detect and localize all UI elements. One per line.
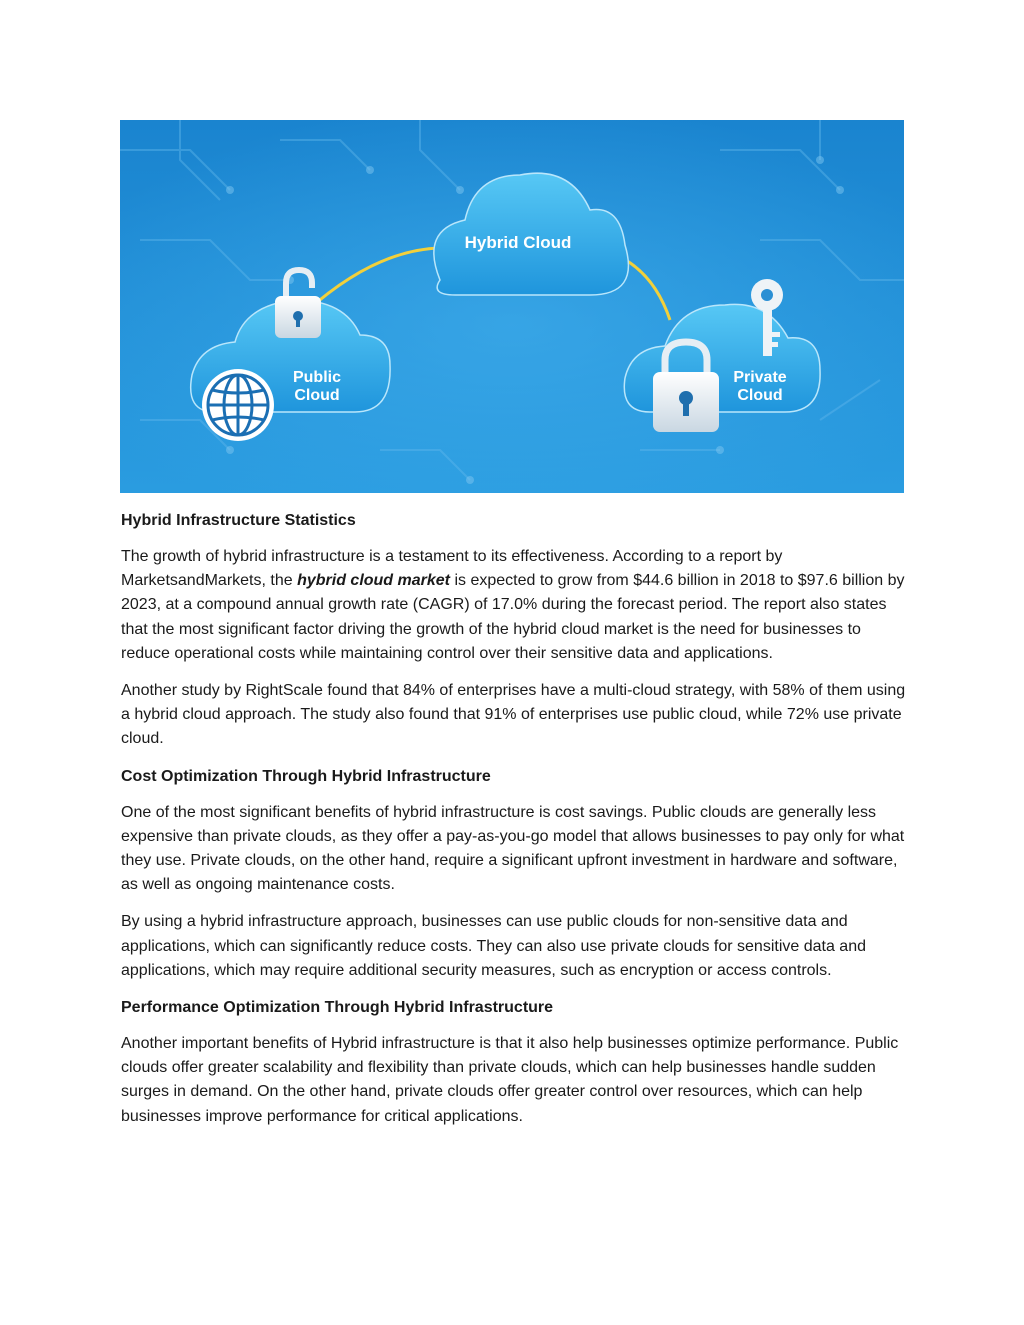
public-cloud-label-line2: Cloud	[294, 387, 340, 404]
private-cloud-label-line2: Cloud	[737, 387, 783, 404]
private-cloud-label-line1: Private	[733, 369, 787, 386]
statistics-paragraph-1-text-b: is expected to grow from $44.6 billion in 2018 to $97.6 billion by 2023, at a compound annual growth rate (CAGR) of 17.0% during the forecast period. The report also states that the most significant factor driving the growth of the hybrid cloud market is the need for businesses to reduce operational costs while maintaining control over their sensitive data and applications.	[121, 572, 905, 662]
cost-paragraph-1: One of the most significant benefits of hybrid infrastructure is cost savings. Public clouds are generally less expensive than private clouds, as they offer a pay-as-you-go model that allows businesses to pay only for what they use. Private clouds, on the other hand, require a significant upfront investment in hardware and software, as well as ongoing maintenance costs.	[121, 803, 905, 894]
hybrid-cloud-label: Hybrid Cloud	[464, 233, 572, 252]
section-heading-performance: Performance Optimization Through Hybrid Infrastructure	[121, 999, 554, 1017]
section-heading-cost: Cost Optimization Through Hybrid Infrastructure	[121, 767, 491, 785]
statistics-paragraph-2: Another study by RightScale found that 84% of enterprises have a multi-cloud strategy, with 58% of them using a hybrid cloud approach. The study also found that 91% of enterprises use public cloud, while 72% use private cloud.	[121, 682, 906, 748]
hybrid-cloud-illustration	[120, 120, 904, 493]
public-cloud-label-line1: Public	[292, 369, 342, 386]
performance-paragraph-1: Another important benefits of Hybrid infrastructure is that it also help businesses optimize performance. Public clouds offer greater scalability and flexibility than private clouds, which can help businesses handle sudden surges in demand. On the other hand, private clouds offer greater control over resources, which can help businesses improve performance for critical applications.	[121, 1035, 899, 1125]
statistics-paragraph-1	[121, 545, 911, 666]
globe-icon	[202, 369, 274, 441]
illustration-svg	[120, 120, 904, 493]
hybrid-cloud-market-link[interactable]: hybrid cloud market	[297, 572, 450, 590]
statistics-paragraph-1-text-a: The growth of hybrid infrastructure is a testament to its effectiveness. According to a report by MarketsandMarkets, the	[121, 548, 783, 590]
section-heading-statistics: Hybrid Infrastructure Statistics	[121, 512, 356, 529]
article-body	[121, 509, 911, 1142]
cost-paragraph-2: By using a hybrid infrastructure approach, businesses can use public clouds for non-sensitive data and applications, which can significantly reduce costs. They can also use private clouds for sensitive data and applications, which may require additional security measures, such as encryption or access controls.	[121, 913, 866, 979]
